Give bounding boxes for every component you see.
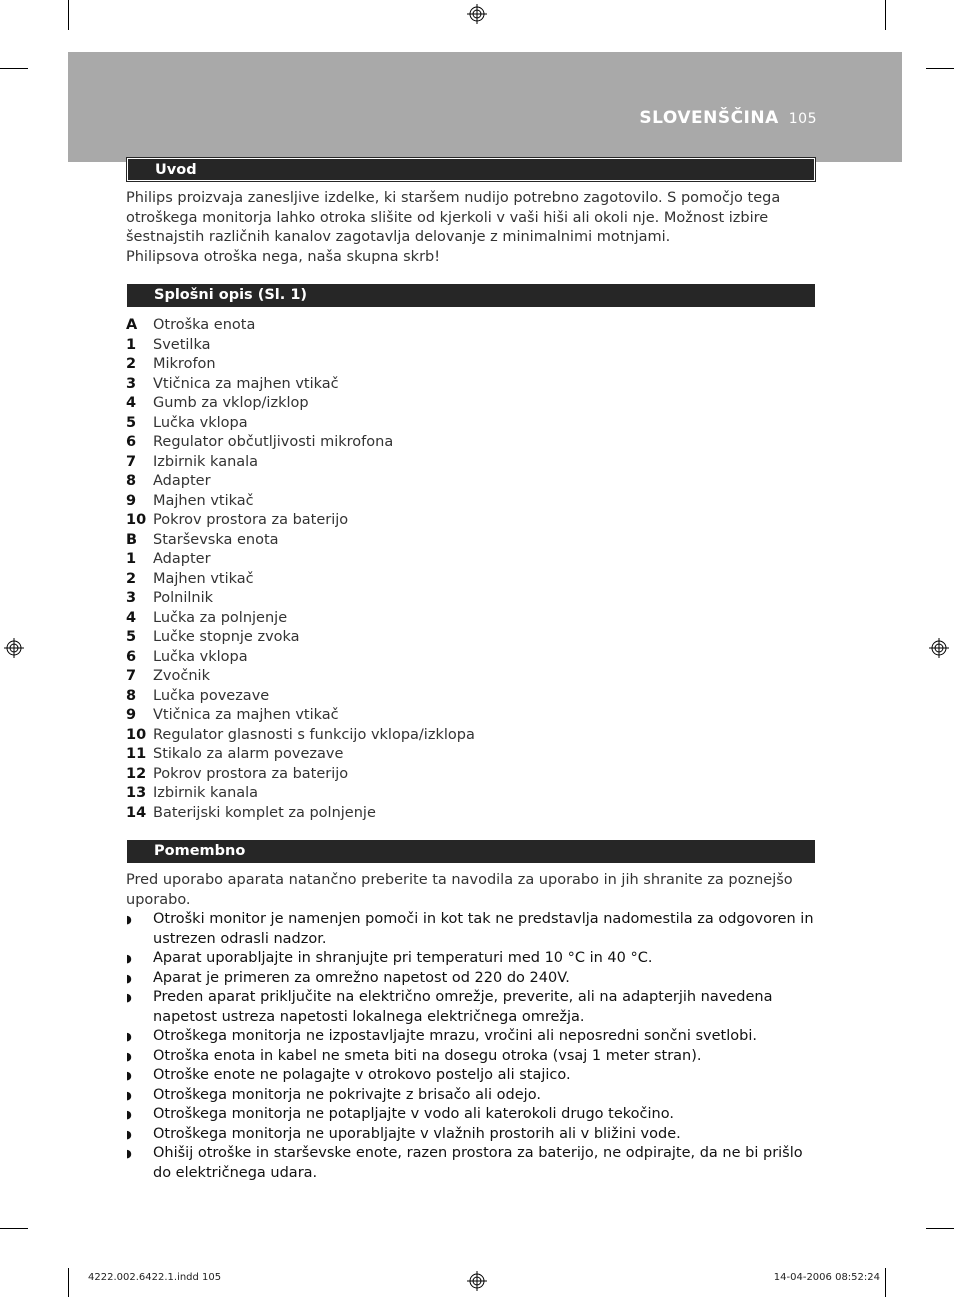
intro-tagline: Philipsova otroška nega, naša skupna skrb! <box>126 248 441 265</box>
warning-text: Otroškega monitorja ne potapljajte v vodo ali katerokoli drugo tekočino. <box>153 1106 674 1122</box>
list-item-label: Baterijski komplet za polnjenje <box>153 804 376 821</box>
registration-mark-icon <box>929 638 949 658</box>
list-item-number: 1 <box>126 336 137 353</box>
page-number: 105 <box>788 111 817 127</box>
list-item-number: 4 <box>126 609 137 626</box>
list-item-number: 6 <box>126 434 137 450</box>
list-item <box>126 687 816 707</box>
list-item <box>126 336 816 356</box>
list-item-number: 2 <box>126 356 137 372</box>
list-item <box>126 667 816 687</box>
list-item <box>126 531 816 551</box>
list-item-number: 5 <box>126 414 137 431</box>
warning-text: Otroški monitor je namenjen pomoči in kot tak ne predstavlja nadomestila za odgovoren in ustrezen odrasli nadzor. <box>153 911 814 947</box>
bullet-icon: ◗ <box>126 1030 132 1043</box>
list-item <box>126 570 816 590</box>
warning-text: Preden aparat priključite na električno omrežje, preverite, ali na adapterjih navedena napetost ustreza napetosti lokalnega električnega omrežja. <box>153 989 773 1025</box>
list-item-label: Majhen vtikač <box>153 492 254 509</box>
header-band <box>68 52 902 162</box>
list-item <box>126 706 816 726</box>
list-item-number: 1 <box>126 551 137 567</box>
bullet-icon: ◗ <box>126 1108 132 1121</box>
section-heading-important: Pomembno <box>127 840 815 863</box>
registration-mark-icon <box>467 1271 487 1291</box>
list-item <box>126 394 816 414</box>
warning-item <box>126 1144 816 1183</box>
warning-text: Aparat je primeren za omrežno napetost od 220 do 240V. <box>153 969 570 986</box>
list-item-label: Lučke stopnje zvoka <box>153 629 300 645</box>
list-item <box>126 375 816 395</box>
bullet-icon: ◗ <box>126 952 132 965</box>
list-item-number: 9 <box>126 492 137 509</box>
list-item-label: Vtičnica za majhen vtikač <box>153 707 339 723</box>
list-item-label: Majhen vtikač <box>153 570 254 587</box>
warning-item <box>126 949 816 969</box>
warning-text: Otroškega monitorja ne uporabljajte v vlažnih prostorih ali v bližini vode. <box>153 1125 681 1142</box>
list-item-label: Svetilka <box>153 336 211 353</box>
list-item-number: 7 <box>126 453 137 470</box>
registration-mark-icon <box>467 4 487 24</box>
warning-text: Otroškega monitorja ne izpostavljajte mrazu, vročini ali neposredni sončni svetlobi. <box>153 1028 757 1044</box>
footer-file: 4222.002.6422.1.indd 105 <box>88 1272 222 1283</box>
important-paragraph: Pred uporabo aparata natančno preberite ta navodila za uporabo in jih shranite za poznejšo uporabo. <box>126 872 793 908</box>
intro-paragraph <box>126 189 816 267</box>
warning-item <box>126 1086 816 1106</box>
list-item-number: 10 <box>126 726 147 743</box>
list-item-number: 11 <box>126 746 147 762</box>
parts-list <box>126 316 816 823</box>
list-item <box>126 609 816 629</box>
page-header <box>639 108 817 128</box>
warning-text: Otroškega monitorja ne pokrivajte z brisačo ali odejo. <box>153 1086 541 1103</box>
crop-mark <box>0 1228 28 1229</box>
list-item <box>126 414 816 434</box>
bullet-icon: ◗ <box>126 971 132 985</box>
list-item-number: 8 <box>126 473 137 489</box>
warning-text: Ohišij otroške in starševske enote, razen prostora za baterijo, ne odpirajte, da ne bi prišlo do električnega udara. <box>153 1145 803 1181</box>
list-item-number: 12 <box>126 765 147 782</box>
crop-mark <box>885 1268 886 1297</box>
list-item-number: 8 <box>126 687 137 704</box>
list-item-label: Izbirnik kanala <box>153 453 259 470</box>
list-item-number: 2 <box>126 570 137 587</box>
list-item-number: 14 <box>126 804 147 821</box>
list-item-number: 9 <box>126 707 137 723</box>
registration-mark-icon <box>4 638 24 658</box>
list-item-label: Lučka povezave <box>153 687 270 704</box>
list-item <box>126 745 816 765</box>
list-item-label: Starševska enota <box>153 531 279 548</box>
intro-text: Philips proizvaja zanesljive izdelke, ki staršem nudijo potrebno zagotovilo. S pomočjo tega otroškega monitorja lahko otroka slišite od kjerkoli v vaši hiši ali okoli nje. Možnost izbire šestnajstih različnih kanalov zagotavlja delovanje z minimalnimi motnjami. <box>126 190 781 245</box>
warning-item <box>126 1066 816 1086</box>
list-item-number: 3 <box>126 590 137 606</box>
warning-item <box>126 1105 816 1125</box>
list-item-label: Zvočnik <box>153 668 210 684</box>
list-item-label: Vtičnica za majhen vtikač <box>153 375 339 392</box>
list-item-label: Lučka vklopa <box>153 414 248 431</box>
list-item-label: Adapter <box>153 473 211 489</box>
list-item <box>126 316 816 336</box>
list-item <box>126 453 816 473</box>
list-item <box>126 492 816 512</box>
list-item-label: Lučka vklopa <box>153 648 248 665</box>
list-item <box>126 648 816 668</box>
crop-mark <box>926 68 954 69</box>
list-item-number: 7 <box>126 668 137 684</box>
crop-mark <box>926 1228 954 1229</box>
list-item-label: Mikrofon <box>153 356 216 372</box>
warning-text: Otroška enota in kabel ne smeta biti na dosegu otroka (vsaj 1 meter stran). <box>153 1047 702 1064</box>
list-item-label: Regulator občutljivosti mikrofona <box>153 434 394 450</box>
list-item <box>126 804 816 824</box>
section-heading-general-description: Splošni opis (Sl. 1) <box>127 284 815 307</box>
warning-item <box>126 910 816 949</box>
language-title: SLOVENŠČINA <box>639 108 779 128</box>
list-item-label: Lučka za polnjenje <box>153 609 288 626</box>
list-item <box>126 726 816 746</box>
list-item <box>126 511 816 531</box>
list-item <box>126 550 816 570</box>
bullet-icon: ◗ <box>126 1069 132 1082</box>
list-item-label: Otroška enota <box>153 317 256 333</box>
crop-mark <box>68 1268 69 1297</box>
list-item-number: 4 <box>126 395 137 411</box>
warning-text: Otroške enote ne polagajte v otrokovo posteljo ali stajico. <box>153 1067 571 1083</box>
list-item-number: 13 <box>126 785 147 801</box>
list-item-number: 3 <box>126 375 137 392</box>
list-item-label: Pokrov prostora za baterijo <box>153 512 349 528</box>
list-item-number: 5 <box>126 629 137 645</box>
list-item <box>126 628 816 648</box>
warning-item <box>126 988 816 1027</box>
list-item-number: 6 <box>126 648 137 665</box>
crop-mark <box>0 68 28 69</box>
footer-datetime: 14-04-2006 08:52:24 <box>773 1272 880 1283</box>
list-item-label: Adapter <box>153 551 211 567</box>
crop-mark <box>68 0 69 30</box>
list-item <box>126 784 816 804</box>
list-item-label: Pokrov prostora za baterijo <box>153 765 349 782</box>
bullet-icon: ◗ <box>126 991 132 1004</box>
warning-item <box>126 1027 816 1047</box>
crop-mark <box>885 0 886 30</box>
warning-item <box>126 969 816 989</box>
list-item-label: Gumb za vklop/izklop <box>153 395 309 411</box>
warning-item <box>126 1047 816 1067</box>
list-item <box>126 355 816 375</box>
warning-item <box>126 1125 816 1145</box>
bullet-icon: ◗ <box>126 1127 132 1141</box>
list-item-number: B <box>126 531 138 548</box>
bullet-icon: ◗ <box>126 1049 132 1063</box>
bullet-icon: ◗ <box>126 913 132 926</box>
list-item-label: Stikalo za alarm povezave <box>153 746 344 762</box>
section-heading-intro: Uvod <box>127 158 815 181</box>
warnings-list <box>126 910 816 1183</box>
list-item <box>126 765 816 785</box>
bullet-icon: ◗ <box>126 1088 132 1102</box>
list-item-label: Polnilnik <box>153 590 213 606</box>
list-item-number: A <box>126 317 138 333</box>
warning-text: Aparat uporabljajte in shranjujte pri temperaturi med 10 °C in 40 °C. <box>153 950 653 966</box>
list-item-label: Regulator glasnosti s funkcijo vklopa/izklopa <box>153 726 475 743</box>
list-item <box>126 589 816 609</box>
list-item-label: Izbirnik kanala <box>153 785 259 801</box>
list-item <box>126 472 816 492</box>
bullet-icon: ◗ <box>126 1147 132 1160</box>
list-item <box>126 433 816 453</box>
list-item-number: 10 <box>126 512 147 528</box>
